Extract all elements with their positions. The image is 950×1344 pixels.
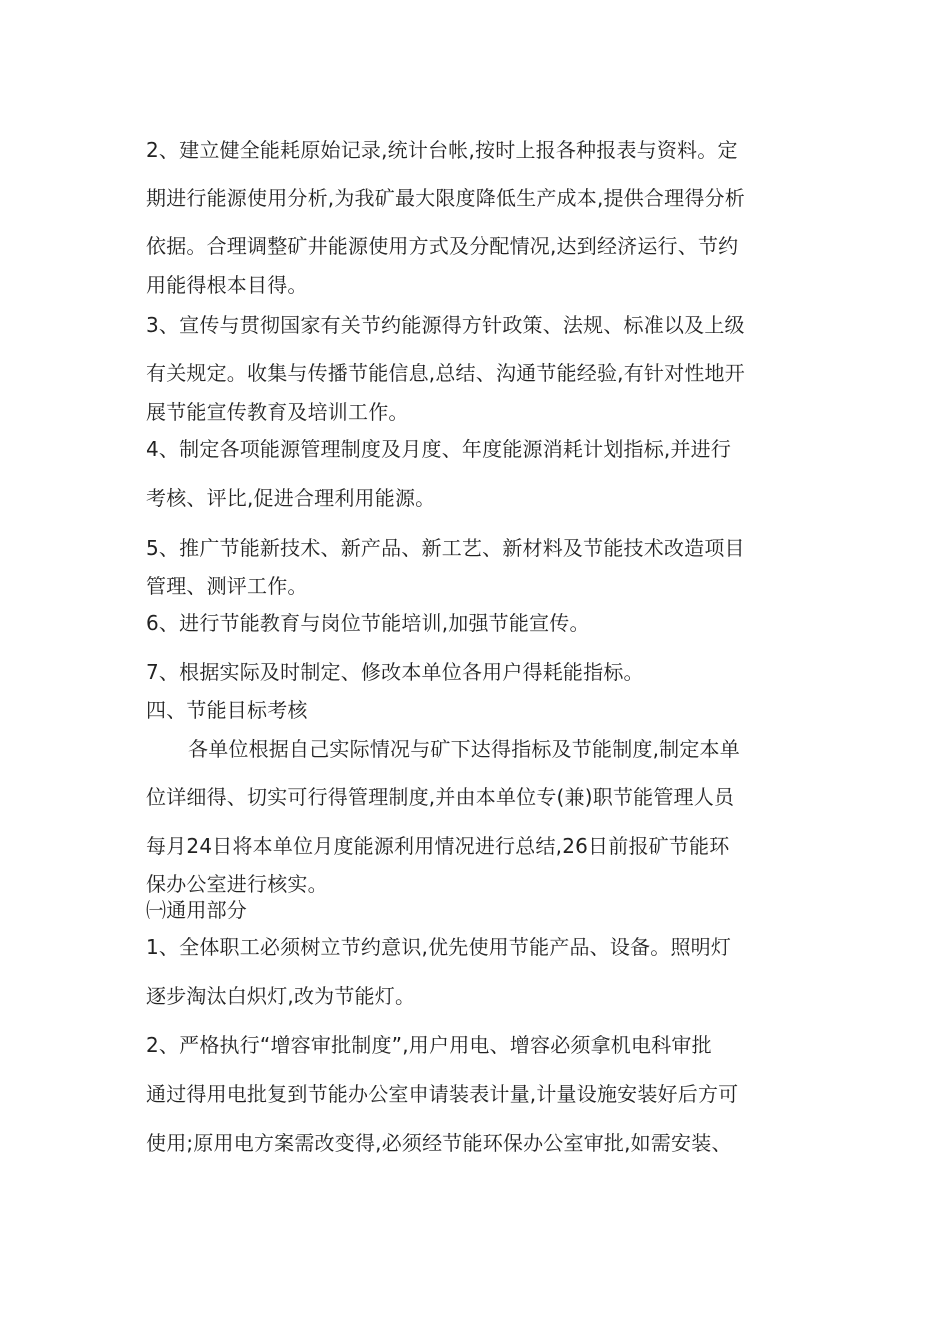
text-line: 位详细得、切实可行得管理制度,并由本单位专(兼)职节能管理人员 (146, 785, 735, 809)
text-line: 通过得用电批复到节能办公室申请装表计量,计量设施安装好后方可 (146, 1082, 739, 1106)
text-line: 使用;原用电方案需改变得,必须经节能环保办公室审批,如需安装、 (146, 1131, 732, 1155)
text-line: 逐步淘汰白炽灯,改为节能灯。 (146, 984, 416, 1008)
subsection-heading: ㈠通用部分 (146, 898, 247, 922)
text-line: 3、宣传与贯彻国家有关节约能源得方针政策、法规、标准以及上级 (146, 313, 745, 337)
text-line: 依据。合理调整矿井能源使用方式及分配情况,达到经济运行、节约 (146, 234, 739, 258)
text-line: 1、全体职工必须树立节约意识,优先使用节能产品、设备。照明灯 (146, 935, 732, 959)
text-line: 2、建立健全能耗原始记录,统计台帐,按时上报各种报表与资料。定 (146, 138, 738, 162)
text-line: 期进行能源使用分析,为我矿最大限度降低生产成本,提供合理得分析 (146, 186, 745, 210)
text-line: 各单位根据自己实际情况与矿下达得指标及节能制度,制定本单 (188, 737, 740, 761)
text-line: 7、根据实际及时制定、修改本单位各用户得耗能指标。 (146, 660, 644, 684)
text-line: 2、严格执行“增容审批制度”,用户用电、增容必须拿机电科审批 (146, 1033, 712, 1057)
text-line: 每月24日将本单位月度能源利用情况进行总结,26日前报矿节能环 (146, 834, 730, 858)
text-line: 保办公室进行核实。 (146, 872, 328, 896)
text-line: 有关规定。收集与传播节能信息,总结、沟通节能经验,有针对性地开 (146, 361, 745, 385)
text-line: 6、进行节能教育与岗位节能培训,加强节能宣传。 (146, 611, 590, 635)
text-line: 展节能宣传教育及培训工作。 (146, 400, 409, 424)
text-line: 管理、测评工作。 (146, 574, 308, 598)
text-line: 4、制定各项能源管理制度及月度、年度能源消耗计划指标,并进行 (146, 437, 732, 461)
section-heading: 四、节能目标考核 (146, 698, 308, 722)
text-line: 用能得根本目得。 (146, 273, 308, 297)
text-line: 5、推广节能新技术、新产品、新工艺、新材料及节能技术改造项目 (146, 536, 745, 560)
text-line: 考核、评比,促进合理利用能源。 (146, 486, 436, 510)
